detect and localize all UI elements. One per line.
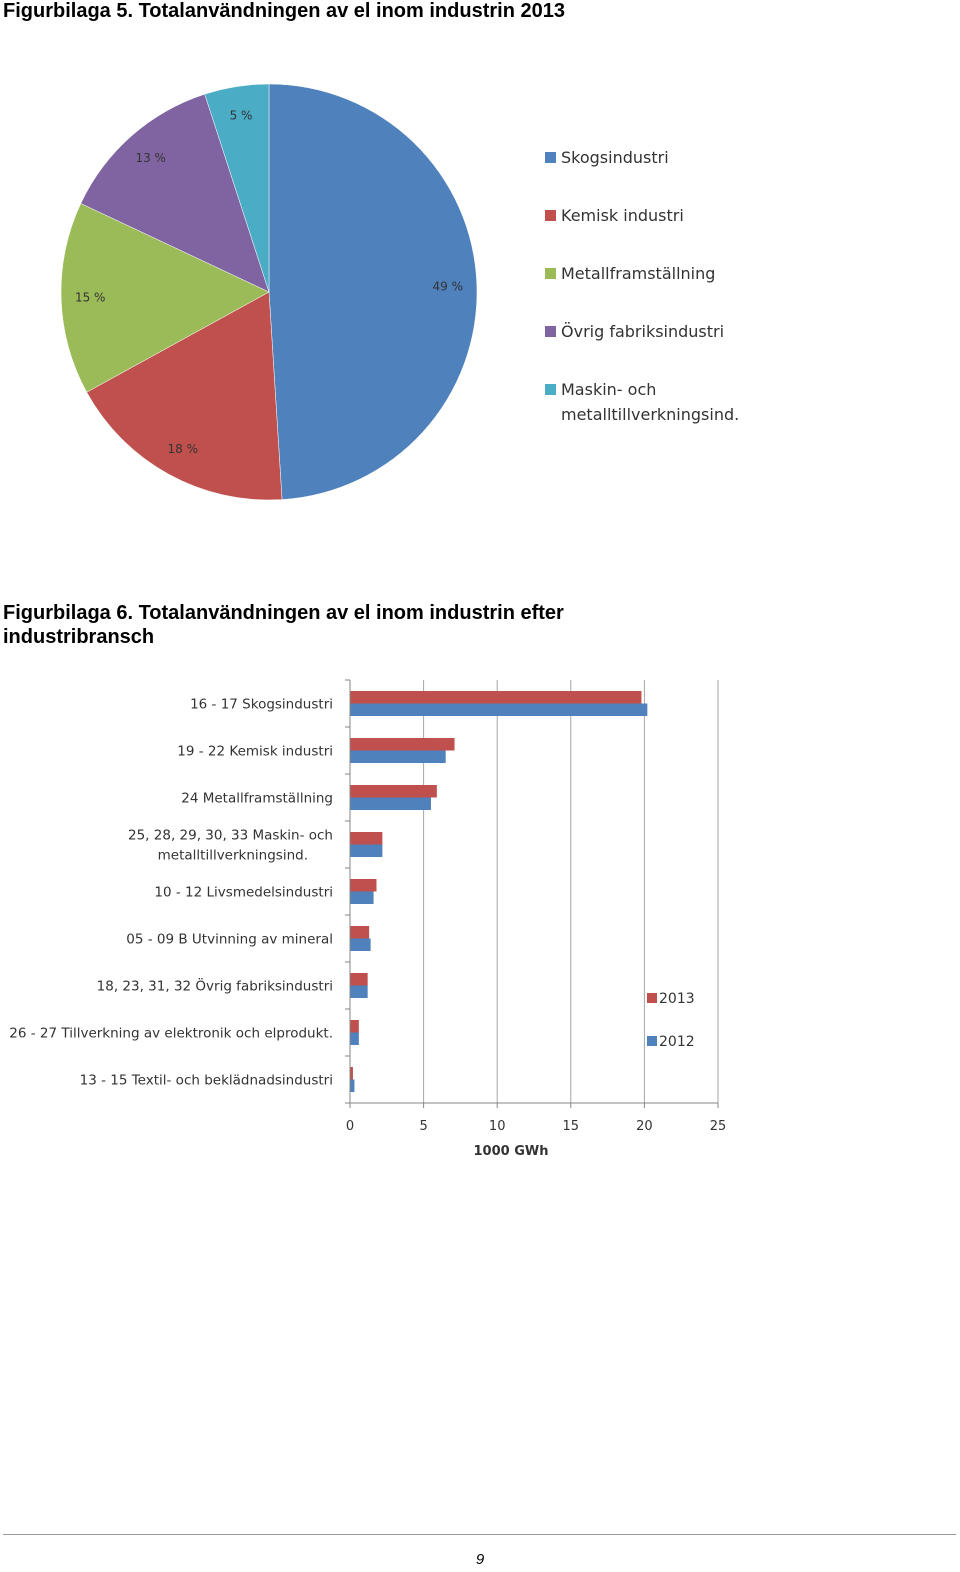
- bar-2012-8: [350, 1033, 359, 1046]
- pie-chart-title: Figurbilaga 5. Totalanvändningen av el inom industrin 2013: [3, 0, 565, 22]
- pie-legend-swatch-1: [545, 152, 556, 163]
- bar-2013-7: [350, 973, 368, 986]
- pie-data-label-2: 18 %: [167, 441, 199, 456]
- bar-2012-3: [350, 798, 431, 811]
- bar-tick-label-4: 15: [562, 1119, 580, 1134]
- pie-data-label-5: 5 %: [229, 108, 253, 123]
- bar-chart: [0, 660, 960, 1180]
- pie-legend-swatch-5: [545, 384, 556, 395]
- bar-2013-4: [350, 832, 382, 845]
- pie-legend-label-1: Skogsindustri: [561, 148, 669, 167]
- bar-2013-5: [350, 879, 377, 892]
- bar-chart-title: Figurbilaga 6. Totalanvändningen av el inom industrin efter industribransch: [3, 602, 564, 648]
- bar-2012-2: [350, 751, 446, 764]
- pie-data-label-4: 13 %: [135, 150, 166, 165]
- bar-category-label-9: 13 - 15 Textil- och beklädnadsindustri: [79, 1072, 333, 1089]
- bar-category-label-8: 26 - 27 Tillverkning av elektronik och elprodukt.: [9, 1025, 333, 1042]
- pie-data-label-1: 49 %: [432, 279, 464, 294]
- pie-legend-label-5-line-1: Maskin- och: [561, 380, 657, 399]
- bar-legend-swatch-2012: [647, 1036, 657, 1046]
- pie-slices: [61, 84, 477, 500]
- footer-divider: [3, 1534, 956, 1535]
- bar-category-label-3: 24 Metallframställning: [181, 790, 333, 807]
- bar-category-label-6: 05 - 09 B Utvinning av mineral: [126, 931, 333, 948]
- bar-category-label-4-line-2: metalltillverkningsind.: [157, 847, 308, 864]
- bar-tick-labels: [346, 1119, 726, 1134]
- page-number: 9: [475, 1551, 485, 1568]
- pie-legend-label-3: Metallframställning: [561, 264, 716, 283]
- bar-x-axis-label: 1000 GWh: [473, 1144, 549, 1159]
- bar-legend-swatch-2013: [647, 993, 657, 1003]
- bar-legend-label-2012: 2012: [659, 1034, 695, 1050]
- bar-category-label-1: 16 - 17 Skogsindustri: [190, 696, 333, 713]
- bar-2012-5: [350, 892, 374, 905]
- pie-legend-label-4: Övrig fabriksindustri: [561, 322, 725, 341]
- bar-legend-label-2013: 2013: [659, 991, 695, 1007]
- bar-category-label-2: 19 - 22 Kemisk industri: [177, 743, 333, 760]
- pie-legend: [545, 148, 739, 424]
- bar-tick-label-3: 10: [488, 1119, 506, 1134]
- pie-chart: [0, 40, 960, 520]
- bar-category-label-7: 18, 23, 31, 32 Övrig fabriksindustri: [96, 978, 333, 995]
- bar-2012-4: [350, 845, 382, 858]
- bar-legend: [647, 991, 695, 1050]
- pie-legend-swatch-4: [545, 326, 556, 337]
- bar-category-labels: [9, 697, 333, 1089]
- bar-2012-7: [350, 986, 368, 999]
- bar-2013-2: [350, 738, 455, 751]
- bar-tick-label-1: 0: [345, 1119, 355, 1134]
- pie-legend-label-5-line-2: metalltillverkningsind.: [561, 405, 740, 424]
- pie-legend-swatch-3: [545, 268, 556, 279]
- bar-2012-6: [350, 939, 371, 952]
- bar-tick-label-5: 20: [636, 1119, 653, 1134]
- bar-category-label-5: 10 - 12 Livsmedelsindustri: [154, 884, 333, 901]
- bar-bars: [350, 691, 647, 1092]
- bar-2013-8: [350, 1020, 359, 1033]
- bar-2012-9: [350, 1080, 354, 1093]
- pie-legend-swatch-2: [545, 210, 556, 221]
- bar-tick-label-6: 25: [709, 1119, 727, 1134]
- bar-2013-6: [350, 926, 369, 939]
- pie-data-label-3: 15 %: [74, 290, 106, 305]
- bar-2013-3: [350, 785, 437, 798]
- pie-legend-label-2: Kemisk industri: [561, 206, 684, 225]
- bar-2013-1: [350, 691, 641, 704]
- bar-tick-label-2: 5: [419, 1119, 428, 1134]
- bar-2012-1: [350, 704, 647, 717]
- bar-category-label-4-line-1: 25, 28, 29, 30, 33 Maskin- och: [128, 827, 333, 844]
